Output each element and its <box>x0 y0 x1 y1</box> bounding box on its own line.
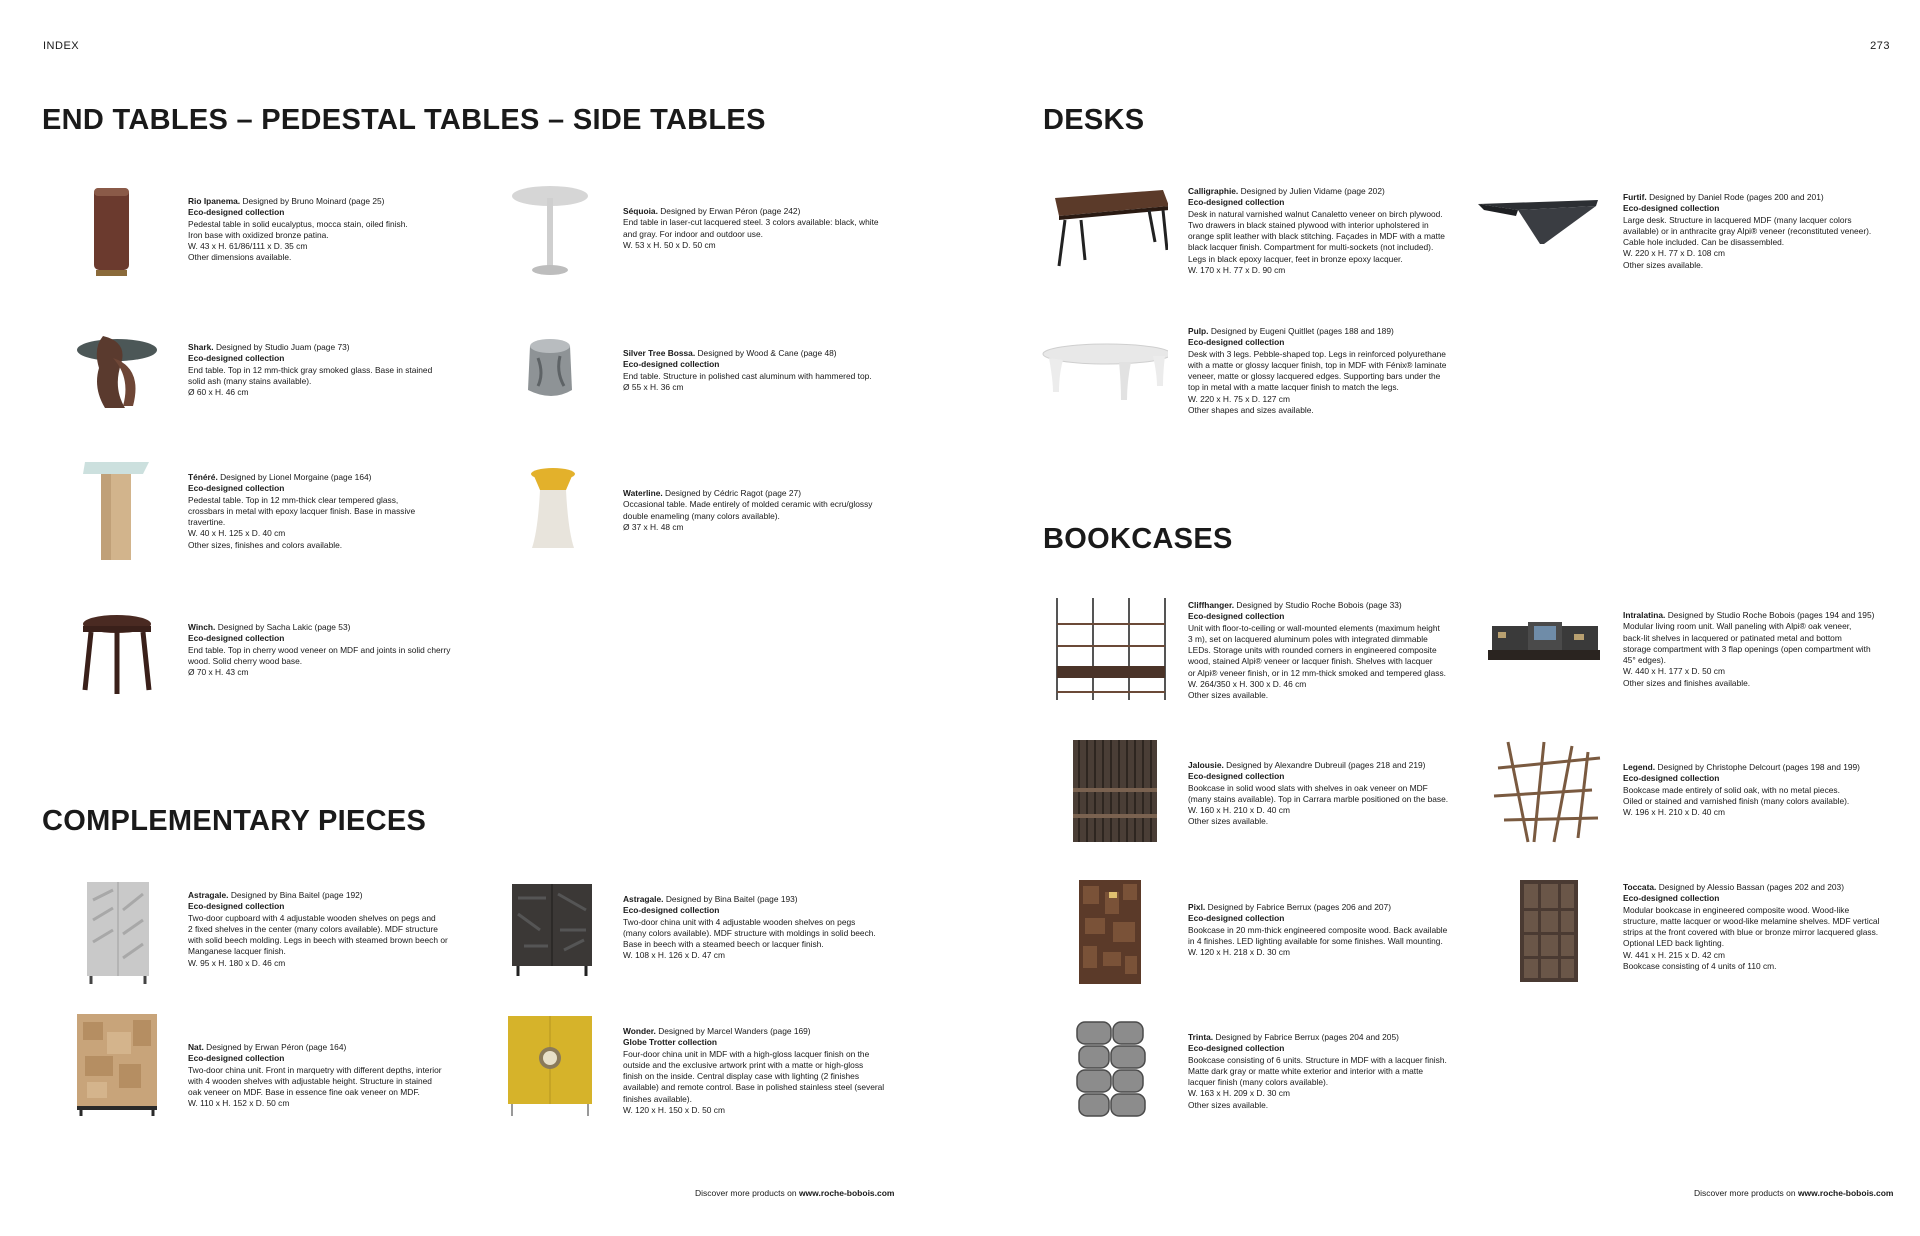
product-image <box>33 328 168 436</box>
product-line: orange split leather with black stitching. Façades in MDF with a matte <box>1188 231 1445 242</box>
footer-prefix: Discover more products on <box>1694 1188 1798 1198</box>
product-image <box>33 880 168 988</box>
product-line: Modular living room unit. Wall paneling with Alpi® oak veneer, <box>1623 621 1852 632</box>
product-line: Bookcase in solid wood slats with shelves in oak veneer on MDF <box>1188 782 1428 793</box>
product-name: Astragale. <box>188 890 229 900</box>
product-image <box>468 328 603 436</box>
product-toccata <box>1468 878 1920 990</box>
product-line: Matte dark gray or matte white exterior and interior with a matte <box>1188 1065 1424 1076</box>
product-name: Rio Ipanema. <box>188 196 241 206</box>
product-name: Furtif. <box>1623 192 1647 202</box>
product-line: or Alpi® veneer finish, or in 12 mm-thick smoked and tempered glass. <box>1188 667 1447 678</box>
product-designer: Designed by Sacha Lakic (page 53) <box>217 622 351 632</box>
product-line: veneer, matte or glossy lacquered edges. Supporting bars under the <box>1188 371 1441 382</box>
product-collection: Eco-designed collection <box>188 1053 285 1064</box>
product-astragale-cupboard <box>33 880 523 992</box>
product-name: Wonder. <box>623 1026 656 1036</box>
product-line: Occasional table. Made entirely of molded ceramic with ecru/glossy <box>623 499 873 510</box>
product-line: Base in beech with a steamed beech or lacquer finish. <box>623 939 824 950</box>
product-line: crossbars in metal with epoxy lacquer finish. Base in massive <box>188 505 416 516</box>
product-line: outside and the exclusive artwork print with a matte or high-gloss <box>623 1059 864 1070</box>
product-line: Two-door cupboard with 4 adjustable wooden shelves on pegs and <box>188 912 436 923</box>
product-image <box>33 1012 168 1120</box>
product-line: W. 120 x H. 218 x D. 30 cm <box>1188 947 1290 958</box>
product-line: (many colors available). MDF structure with moldings in solid beech. <box>623 927 876 938</box>
product-line: W. 53 x H. 50 x D. 50 cm <box>623 239 716 250</box>
product-trinta <box>1033 1020 1523 1132</box>
product-image <box>1033 738 1168 846</box>
product-line: W. 163 x H. 209 x D. 30 cm <box>1188 1088 1290 1099</box>
product-line: Desk with 3 legs. Pebble-shaped top. Legs in reinforced polyurethane <box>1188 348 1446 359</box>
product-collection: Globe Trotter collection <box>623 1037 717 1048</box>
product-furtif <box>1468 180 1920 292</box>
product-line: Bookcase made entirely of solid oak, with no metal pieces. <box>1623 784 1840 795</box>
product-name: Trinta. <box>1188 1032 1214 1042</box>
product-line: Pedestal table. Top in 12 mm-thick clear tempered glass, <box>188 494 399 505</box>
product-line: with solid beech molding. Legs in beech with steamed brown beech or <box>188 935 448 946</box>
product-line: Ø 60 x H. 46 cm <box>188 387 249 398</box>
product-collection: Eco-designed collection <box>1188 913 1285 924</box>
product-waterline <box>468 460 958 572</box>
product-name: Silver Tree Bossa. <box>623 348 696 358</box>
product-designer: Designed by Alessio Bassan (pages 202 and 203) <box>1658 882 1844 892</box>
product-collection: Eco-designed collection <box>188 901 285 912</box>
product-line: W. 110 x H. 152 x D. 50 cm <box>188 1098 290 1109</box>
product-line: structure, matte lacquer or wood-like melamine shelves. MDF vertical <box>1623 915 1880 926</box>
section-heading-desks: DESKS <box>1043 104 1145 136</box>
product-designer: Designed by Fabrice Berrux (pages 206 and 207) <box>1207 902 1391 912</box>
footer-link[interactable]: www.roche-bobois.com <box>1797 1188 1894 1198</box>
product-image <box>1033 1020 1168 1128</box>
page-number: 273 <box>1870 40 1890 52</box>
product-line: Other shapes and sizes available. <box>1188 405 1314 416</box>
product-line: 45° edges). <box>1623 655 1666 666</box>
product-designer: Designed by Cédric Ragot (page 27) <box>665 488 801 498</box>
index-label: INDEX <box>43 40 80 52</box>
product-line: Desk in natural varnished walnut Canaletto veneer on birch plywood. <box>1188 208 1443 219</box>
product-image <box>33 460 168 568</box>
product-line: oak veneer on MDF. Base in essence fine oak veneer on MDF. <box>188 1087 420 1098</box>
product-line: (many stains available). Top in Carrara marble positioned on the base. <box>1188 793 1449 804</box>
product-collection: Eco-designed collection <box>188 633 285 644</box>
product-line: Two-door china unit. Front in marquetry with different depths, interior <box>188 1064 442 1075</box>
product-designer: Designed by Lionel Morgaine (page 164) <box>220 472 372 482</box>
product-line: Other sizes, finishes and colors available. <box>188 539 343 550</box>
product-image <box>468 880 603 988</box>
product-name: Nat. <box>188 1042 204 1052</box>
product-collection: Eco-designed collection <box>623 359 720 370</box>
product-line: W. 440 x H. 177 x D. 50 cm <box>1623 666 1725 677</box>
product-image <box>468 1012 603 1120</box>
product-line: Other dimensions available. <box>188 252 292 263</box>
footer-link[interactable]: www.roche-bobois.com <box>798 1188 895 1198</box>
product-line: 2 fixed shelves in the center (many colors available). MDF structure <box>188 923 438 934</box>
product-line: lacquer finish (many colors available). <box>1188 1077 1329 1088</box>
product-line: End table. Structure in polished cast aluminum with hammered top. <box>623 370 872 381</box>
product-line: Other sizes available. <box>1188 1099 1269 1110</box>
product-name: Waterline. <box>623 488 663 498</box>
product-line: W. 120 x H. 150 x D. 50 cm <box>623 1105 725 1116</box>
product-designer: Designed by Bina Baitel (page 192) <box>230 890 363 900</box>
product-pixl <box>1033 878 1523 990</box>
product-name: Astragale. <box>623 894 664 904</box>
product-line: Modular bookcase in engineered composite wood. Wood-like <box>1623 904 1850 915</box>
product-line: Other sizes available. <box>1623 259 1704 270</box>
product-line: End table. Top in cherry wood veneer on MDF and joints in solid cherry <box>188 644 451 655</box>
product-designer: Designed by Studio Juam (page 73) <box>215 342 350 352</box>
product-jalousie <box>1033 738 1523 850</box>
product-line: finish on the inside. Central display case with lighting (2 finishes <box>623 1071 860 1082</box>
product-tenere <box>33 460 523 572</box>
product-collection: Eco-designed collection <box>188 483 285 494</box>
product-collection: Eco-designed collection <box>1623 773 1720 784</box>
product-image <box>33 184 168 292</box>
product-line: Oiled or stained and varnished finish (many colors available). <box>1623 795 1850 806</box>
footer-right <box>1694 1188 1894 1198</box>
product-line: with a matte or glossy lacquer finish, top in MDF with Fénix® laminate <box>1188 359 1447 370</box>
product-line: Manganese lacquer finish. <box>188 946 286 957</box>
product-line: double enameling (many colors available). <box>623 510 780 521</box>
product-astragale-china-unit <box>468 880 958 992</box>
product-pulp <box>1033 320 1523 432</box>
product-line: W. 95 x H. 180 x D. 46 cm <box>188 957 286 968</box>
product-image <box>1468 596 1603 704</box>
product-line: W. 196 x H. 210 x D. 40 cm <box>1623 807 1725 818</box>
product-designer: Designed by Marcel Wanders (page 169) <box>658 1026 811 1036</box>
product-line: wood, stained Alpi® veneer or lacquer finish. Shelves with lacquer <box>1188 656 1433 667</box>
product-collection: Eco-designed collection <box>188 353 285 364</box>
product-line: Ø 70 x H. 43 cm <box>188 667 249 678</box>
product-line: Other sizes available. <box>1188 816 1269 827</box>
product-line: End table in laser-cut lacquered steel. 3 colors available: black, white <box>623 217 879 228</box>
product-name: Pixl. <box>1188 902 1206 912</box>
product-rio-ipanema <box>33 184 523 296</box>
product-designer: Designed by Alexandre Dubreuil (pages 218 and 219) <box>1226 760 1426 770</box>
product-line: and gray. For indoor and outdoor use. <box>623 228 763 239</box>
product-image <box>1033 180 1168 288</box>
product-line: black lacquer finish. Compartment for multi-sockets (not included). <box>1188 242 1434 253</box>
product-line: W. 220 x H. 75 x D. 127 cm <box>1188 393 1290 404</box>
product-line: LEDs. Storage units with rounded corners in engineered composite <box>1188 645 1437 656</box>
product-line: available) and remote control. Base in polished stainless steel (several <box>623 1082 885 1093</box>
product-line: Two-door china unit with 4 adjustable wooden shelves on pegs <box>623 916 856 927</box>
product-collection: Eco-designed collection <box>1188 771 1285 782</box>
product-silver-tree-bossa <box>468 328 958 440</box>
product-image <box>1033 320 1168 428</box>
product-image <box>1033 878 1168 986</box>
product-designer: Designed by Erwan Péron (page 164) <box>206 1042 347 1052</box>
product-name: Pulp. <box>1188 326 1209 336</box>
footer-prefix: Discover more products on <box>695 1188 799 1198</box>
section-heading-complementary: COMPLEMENTARY PIECES <box>42 805 427 837</box>
product-nat <box>33 1012 523 1124</box>
product-line: Optional LED back lighting. <box>1623 938 1725 949</box>
product-line: with 4 wooden shelves with adjustable height. Structure in stained <box>188 1075 432 1086</box>
product-line: top in metal with a matte lacquer finish to match the legs. <box>1188 382 1399 393</box>
product-image <box>1468 180 1603 288</box>
product-image <box>33 610 168 718</box>
product-name: Jalousie. <box>1188 760 1224 770</box>
product-name: Winch. <box>188 622 216 632</box>
product-line: storage compartment with 3 flap openings (open compartment with <box>1623 643 1871 654</box>
product-collection: Eco-designed collection <box>188 207 285 218</box>
product-name: Shark. <box>188 342 214 352</box>
product-collection: Eco-designed collection <box>623 905 720 916</box>
product-designer: Designed by Christophe Delcourt (pages 198 and 199) <box>1657 762 1860 772</box>
product-line: Ø 55 x H. 36 cm <box>623 381 684 392</box>
product-line: travertine. <box>188 517 226 528</box>
product-designer: Designed by Studio Roche Bobois (page 33) <box>1236 600 1402 610</box>
product-collection: Eco-designed collection <box>1188 197 1285 208</box>
product-line: End table. Top in 12 mm-thick gray smoked glass. Base in stained <box>188 364 433 375</box>
product-line: Ø 37 x H. 48 cm <box>623 521 684 532</box>
product-line: Bookcase consisting of 6 units. Structure in MDF with a lacquer finish. <box>1188 1054 1447 1065</box>
product-designer: Designed by Julien Vidame (page 202) <box>1240 186 1385 196</box>
product-sequoia <box>468 184 958 296</box>
product-name: Séquoia. <box>623 206 658 216</box>
product-line: finishes available). <box>623 1093 692 1104</box>
product-designer: Designed by Bina Baitel (page 193) <box>665 894 798 904</box>
product-line: Bookcase consisting of 4 units of 110 cm. <box>1623 961 1777 972</box>
product-name: Calligraphie. <box>1188 186 1239 196</box>
section-heading-bookcases: BOOKCASES <box>1043 523 1233 555</box>
product-name: Toccata. <box>1623 882 1657 892</box>
product-collection: Eco-designed collection <box>1623 203 1720 214</box>
product-line: wood. Solid cherry wood base. <box>188 655 303 666</box>
product-line: Legs in black epoxy lacquer, feet in bronze epoxy lacquer. <box>1188 253 1403 264</box>
product-designer: Designed by Daniel Rode (pages 200 and 201) <box>1649 192 1824 202</box>
product-name: Cliffhanger. <box>1188 600 1235 610</box>
product-collection: Eco-designed collection <box>1188 337 1285 348</box>
product-line: 3 m), set on lacquered aluminum poles with integrated dimmable <box>1188 633 1428 644</box>
product-line: W. 160 x H. 210 x D. 40 cm <box>1188 805 1290 816</box>
product-line: W. 40 x H. 125 x D. 40 cm <box>188 528 286 539</box>
product-line: Other sizes available. <box>1188 690 1269 701</box>
product-line: Bookcase in 20 mm-thick engineered composite wood. Back available <box>1188 924 1448 935</box>
product-wonder <box>468 1012 958 1124</box>
product-line: strips at the front covered with blue or bronze mirror lacquered glass. <box>1623 927 1879 938</box>
product-collection: Eco-designed collection <box>1188 611 1285 622</box>
product-intralatina <box>1468 596 1920 708</box>
product-designer: Designed by Fabrice Berrux (pages 204 and 205) <box>1215 1032 1399 1042</box>
product-line: W. 441 x H. 215 x D. 42 cm <box>1623 949 1725 960</box>
product-line: W. 264/350 x H. 300 x D. 46 cm <box>1188 679 1307 690</box>
product-name: Intralatina. <box>1623 610 1666 620</box>
product-line: Cable hole included. Can be disassembled. <box>1623 237 1785 248</box>
product-line: solid ash (many stains available). <box>188 375 312 386</box>
product-legend <box>1468 738 1920 850</box>
product-line: W. 170 x H. 77 x D. 90 cm <box>1188 265 1286 276</box>
product-calligraphie <box>1033 180 1523 292</box>
product-collection: Eco-designed collection <box>1623 893 1720 904</box>
product-collection: Eco-designed collection <box>1188 1043 1285 1054</box>
product-name: Ténéré. <box>188 472 218 482</box>
product-line: Unit with floor-to-ceiling or wall-mounted elements (maximum height <box>1188 622 1440 633</box>
product-line: W. 43 x H. 61/86/111 x D. 35 cm <box>188 241 308 252</box>
product-image <box>468 184 603 292</box>
product-winch <box>33 610 523 722</box>
product-image <box>1033 596 1168 704</box>
product-line: Iron base with oxidized bronze patina. <box>188 229 329 240</box>
product-line: Large desk. Structure in lacquered MDF (many lacquer colors <box>1623 214 1852 225</box>
product-designer: Designed by Eugeni Quitllet (pages 188 and 189) <box>1210 326 1394 336</box>
product-cliffhanger <box>1033 596 1523 708</box>
product-image <box>468 460 603 568</box>
product-designer: Designed by Bruno Moinard (page 25) <box>242 196 385 206</box>
product-line: Four-door china unit in MDF with a high-gloss lacquer finish on the <box>623 1048 870 1059</box>
section-heading-end-tables: END TABLES – PEDESTAL TABLES – SIDE TABLES <box>42 104 766 136</box>
product-line: Other sizes and finishes available. <box>1623 677 1751 688</box>
product-designer: Designed by Wood & Cane (page 48) <box>697 348 837 358</box>
product-line: in 4 finishes. LED lighting available for some finishes. Wall mounting. <box>1188 935 1443 946</box>
product-line: Pedestal table in solid eucalyptus, mocca stain, oiled finish. <box>188 218 408 229</box>
product-line: available) or in anthracite gray Alpi® veneer (reconstituted veneer). <box>1623 225 1872 236</box>
footer-left <box>695 1188 895 1198</box>
product-name: Legend. <box>1623 762 1656 772</box>
product-line: W. 108 x H. 126 x D. 47 cm <box>623 950 725 961</box>
product-designer: Designed by Studio Roche Bobois (pages 194 and 195) <box>1667 610 1875 620</box>
product-image <box>1468 878 1603 986</box>
product-designer: Designed by Erwan Péron (page 242) <box>660 206 801 216</box>
product-line: W. 220 x H. 77 x D. 108 cm <box>1623 248 1725 259</box>
product-image <box>1468 738 1603 846</box>
product-line: back-lit shelves in lacquered or patinated metal and bottom <box>1623 632 1842 643</box>
product-shark <box>33 328 523 440</box>
product-line: Two drawers in black stained plywood with interior upholstered in <box>1188 219 1429 230</box>
